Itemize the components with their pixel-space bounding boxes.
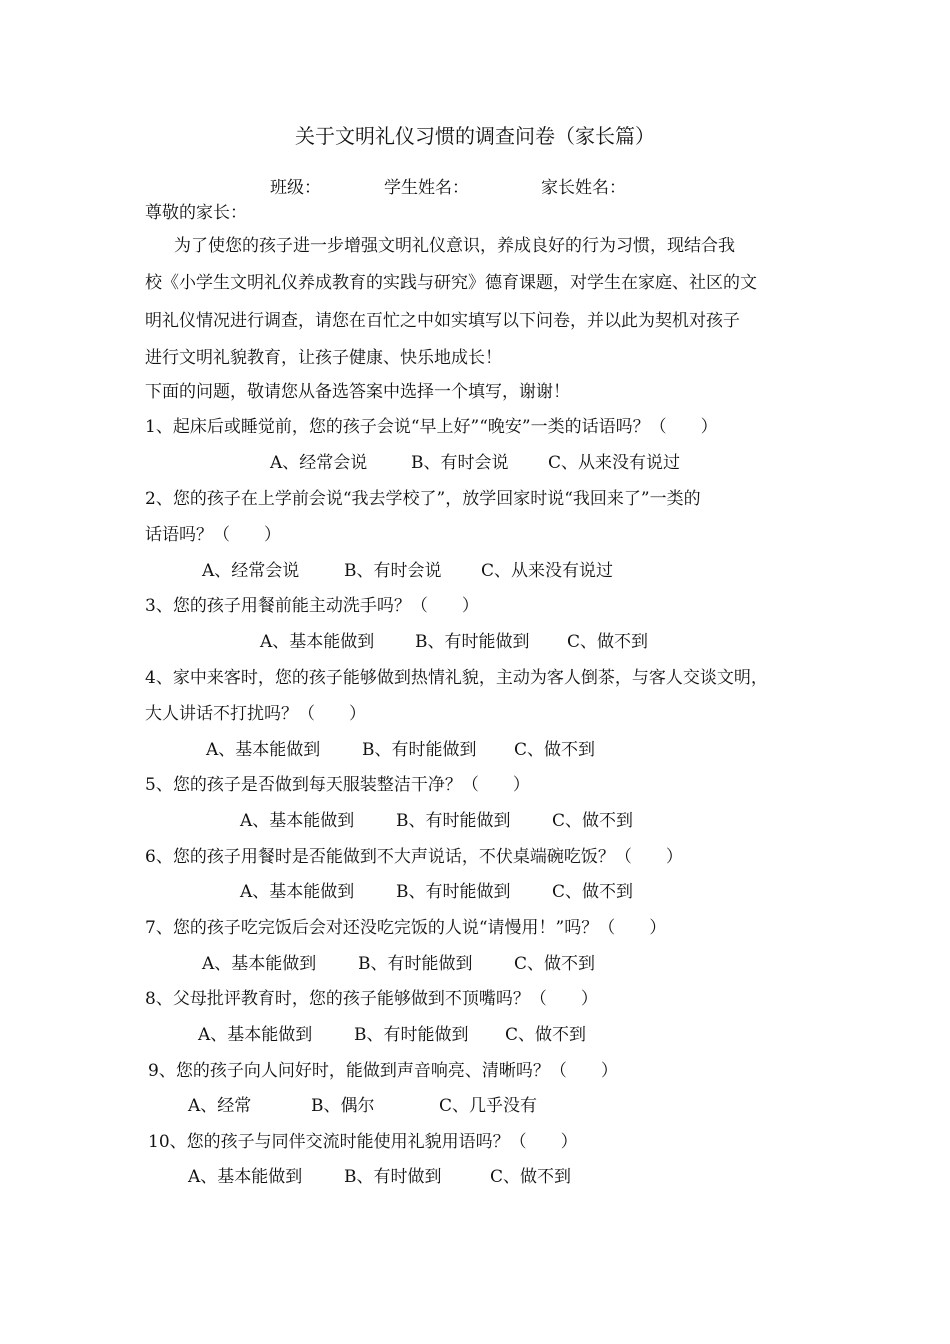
- question-4-cont: 大人讲话不打扰吗？（ ）: [145, 704, 366, 724]
- question-1: 1、起床后或睡觉前，您的孩子会说“早上好”“晚安”一类的话语吗？（ ）: [145, 417, 718, 437]
- question-7: 7、您的孩子吃完饭后会对还没吃完饭的人说“请慢用！”吗？（ ）: [145, 918, 667, 938]
- instruction: 下面的问题，敬请您从备选答案中选择一个填写，谢谢！: [145, 382, 570, 402]
- q7-option-c: C、做不到: [514, 954, 596, 974]
- question-8: 8、父母批评教育时，您的孩子能够做到不顶嘴吗？（ ）: [145, 989, 598, 1009]
- question-3: 3、您的孩子用餐前能主动洗手吗？（ ）: [145, 596, 479, 616]
- q10-option-c: C、做不到: [490, 1167, 572, 1187]
- question-2-cont: 话语吗？（ ）: [145, 525, 281, 545]
- parent-name-label: 家长姓名：: [541, 178, 626, 198]
- q2-option-b: B、有时会说: [344, 561, 442, 581]
- q6-option-a: A、基本能做到: [240, 882, 355, 902]
- q4-option-c: C、做不到: [514, 740, 596, 760]
- q8-option-a: A、基本能做到: [198, 1025, 313, 1045]
- class-label: 班级：: [270, 178, 321, 198]
- q7-option-b: B、有时能做到: [358, 954, 473, 974]
- q5-option-b: B、有时能做到: [396, 811, 511, 831]
- question-6: 6、您的孩子用餐时是否能做到不大声说话，不伏桌端碗吃饭？（ ）: [145, 847, 683, 867]
- student-name-label: 学生姓名：: [384, 178, 469, 198]
- q9-option-a: A、经常: [188, 1096, 252, 1116]
- q6-option-b: B、有时能做到: [396, 882, 511, 902]
- q1-option-a: A、经常会说: [270, 453, 368, 473]
- q10-option-b: B、有时做到: [344, 1167, 442, 1187]
- q9-option-c: C、几乎没有: [439, 1096, 538, 1116]
- q4-option-a: A、基本能做到: [206, 740, 321, 760]
- intro-line: 明礼仪情况进行调查，请您在百忙之中如实填写以下问卷，并以此为契机对孩子: [145, 311, 740, 331]
- q1-option-c: C、从来没有说过: [548, 453, 681, 473]
- question-10: 10、您的孩子与同伴交流时能使用礼貌用语吗？（ ）: [148, 1132, 578, 1152]
- intro-line: 校《小学生文明礼仪养成教育的实践与研究》德育课题，对学生在家庭、社区的文: [145, 273, 757, 293]
- q8-option-c: C、做不到: [505, 1025, 587, 1045]
- question-2: 2、您的孩子在上学前会说“我去学校了”，放学回家时说“我回来了”一类的: [145, 489, 701, 509]
- question-9: 9、您的孩子向人问好时，能做到声音响亮、清晰吗？（ ）: [148, 1061, 618, 1081]
- q10-option-a: A、基本能做到: [188, 1167, 303, 1187]
- q5-option-c: C、做不到: [552, 811, 634, 831]
- q4-option-b: B、有时能做到: [362, 740, 477, 760]
- greeting: 尊敬的家长：: [145, 203, 247, 223]
- page-title: 关于文明礼仪习惯的调查问卷（家长篇）: [295, 124, 655, 148]
- q7-option-a: A、基本能做到: [202, 954, 317, 974]
- q2-option-c: C、从来没有说过: [481, 561, 614, 581]
- intro-line: 进行文明礼貌教育，让孩子健康、快乐地成长！: [145, 348, 502, 368]
- q3-option-a: A、基本能做到: [260, 632, 375, 652]
- q3-option-c: C、做不到: [567, 632, 649, 652]
- q1-option-b: B、有时会说: [411, 453, 509, 473]
- q2-option-a: A、经常会说: [202, 561, 300, 581]
- q8-option-b: B、有时能做到: [354, 1025, 469, 1045]
- q3-option-b: B、有时能做到: [415, 632, 530, 652]
- question-4: 4、家中来客时，您的孩子能够做到热情礼貌，主动为客人倒茶，与客人交谈文明，: [145, 668, 768, 688]
- q9-option-b: B、偶尔: [311, 1096, 375, 1116]
- question-5: 5、您的孩子是否做到每天服装整洁干净？（ ）: [145, 775, 530, 795]
- q6-option-c: C、做不到: [552, 882, 634, 902]
- intro-line: 为了使您的孩子进一步增强文明礼仪意识，养成良好的行为习惯，现结合我: [174, 236, 735, 256]
- q5-option-a: A、基本能做到: [240, 811, 355, 831]
